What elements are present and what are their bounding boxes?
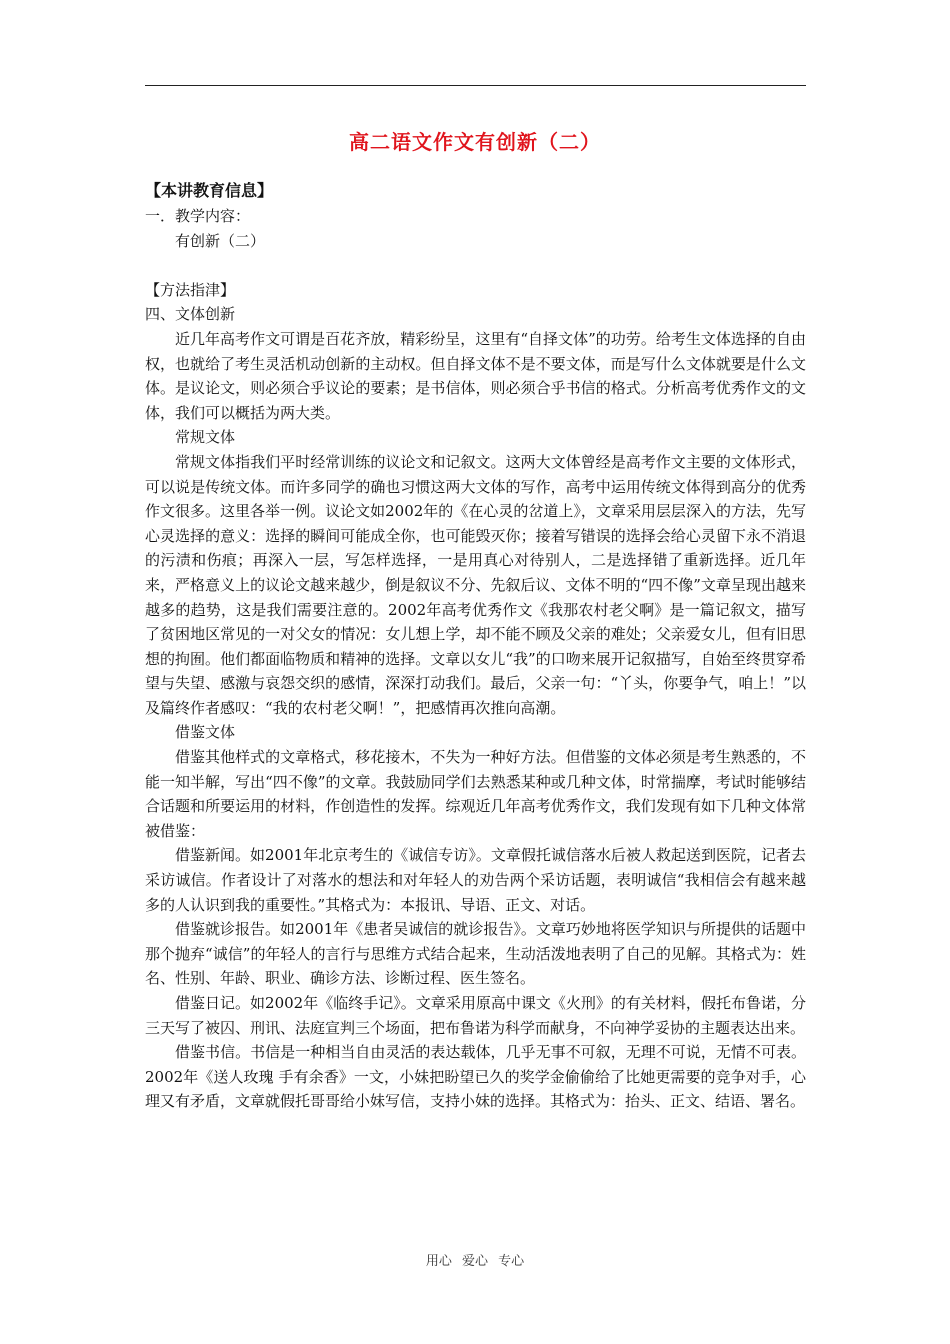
section-heading-info: 【本讲教育信息】 bbox=[145, 181, 274, 200]
document-body bbox=[145, 178, 806, 1114]
heading-regular-style: 常规文体 bbox=[175, 428, 236, 447]
teaching-content-value: 有创新（二） bbox=[175, 231, 266, 250]
paragraph-diagnosis: 借鉴就诊报告。如2001年《患者吴诚信的就诊报告》。文章巧妙地将医学知识与所提供的话题中那个抛弃“诚信”的年轻人的言行与思维方式结合起来，生动活泼地表明了自己的见解。其格式为：姓名、性别、年龄、职业、确诊方法、诊断过程、医生签名。 bbox=[145, 920, 806, 988]
header-rule bbox=[145, 85, 806, 86]
paragraph-intro: 近几年高考作文可谓是百花齐放，精彩纷呈，这里有“自择文体”的功劳。给考生文体选择的自由权，也就给了考生灵活机动创新的主动权。但自择文体不是不要文体，而是写什么文体就要是什么文体。是议论文，则必须合乎议论的要素；是书信体，则必须合乎书信的格式。分析高考优秀作文的文体，我们可以概括为两大类。 bbox=[145, 329, 806, 422]
paragraph-borrowed-style: 借鉴其他样式的文章格式，移花接木，不失为一种好方法。但借鉴的文体必须是考生熟悉的，不能一知半解，写出“四不像”的文章。我鼓励同学们去熟悉某种或几种文体，时常揣摩，考试时能够结合话题和所要运用的材料，作创造性的发挥。综观近几年高考优秀作文，我们发现有如下几种文体常被借鉴： bbox=[145, 748, 806, 840]
paragraph-diary: 借鉴日记。如2002年《临终手记》。文章采用原高中课文《火刑》的有关材料，假托布鲁诺，分三天写了被囚、刑讯、法庭宣判三个场面，把布鲁诺为科学而献身，不向神学妥协的主题表达出来。 bbox=[145, 994, 806, 1037]
paragraph-regular-style: 常规文体指我们平时经常训练的议论文和记叙文。这两大文体曾经是高考作文主要的文体形式，可以说是传统文体。而许多同学的确也习惯这两大文体的写作，高考中运用传统文体得到高分的优秀作文很多。这里各举一例。议论文如2002年的《在心灵的岔道上》，文章采用层层深入的方法，先写心灵选择的意义：选择的瞬间可能成全你，也可能毁灭你；接着写错误的选择会给心灵留下永不消退的污渍和伤痕；再深入一层，写怎样选择，一是用真心对待别人，二是选择错了重新选择。近几年来，严格意义上的议论文越来越少，倒是叙议不分、先叙后议、文体不明的“四不像”文章呈现出越来越多的趋势，这是我们需要注意的。2002年高考优秀作文《我那农村老父啊》是一篇记叙文，描写了贫困地区常见的一对父女的情况：女儿想上学，却不能不顾及父亲的难处；父亲爱女儿，但有旧思想的拘囿。他们都面临物质和精神的选择。文章以女儿“我”的口吻来展开记叙描写，自始至终贯穿希望与失望、感激与哀怨交织的感情，深深打动我们。最后，父亲一句：“丫头，你要争气，咱上！”以及篇终作者感叹：“我的农村老父啊！”，把感情再次推向高潮。 bbox=[145, 452, 806, 717]
paragraph-letter: 借鉴书信。书信是一种相当自由灵活的表达载体，几乎无事不可叙，无理不可说，无情不可表。2002年《送人玫瑰 手有余香》一文，小妹把盼望已久的奖学金偷偷给了比她更需要的竞争对手，心理又有矛盾，文章就假托哥哥给小妹写信，支持小妹的选择。其格式为：抬头、正文、结语、署名。 bbox=[145, 1043, 806, 1111]
method-heading: 【方法指津】 bbox=[145, 280, 236, 299]
heading-borrowed-style: 借鉴文体 bbox=[175, 723, 236, 742]
page-footer: 用心 爱心 专心 bbox=[425, 1254, 525, 1269]
paragraph-news: 借鉴新闻。如2001年北京考生的《诚信专访》。文章假托诚信落水后被人救起送到医院，记者去采访诚信。作者设计了对落水的想法和对年轻人的劝告两个采访话题，表明诚信“我相信会有越来越多的人认识到我的重要性。”其格式为：本报讯、导语、正文、对话。 bbox=[145, 846, 806, 914]
teaching-content-label: 一．教学内容： bbox=[145, 207, 251, 225]
document-title: 高二语文作文有创新（二） bbox=[349, 130, 601, 154]
subheading-style-innovation: 四、文体创新 bbox=[145, 305, 236, 324]
spacer bbox=[145, 253, 806, 278]
